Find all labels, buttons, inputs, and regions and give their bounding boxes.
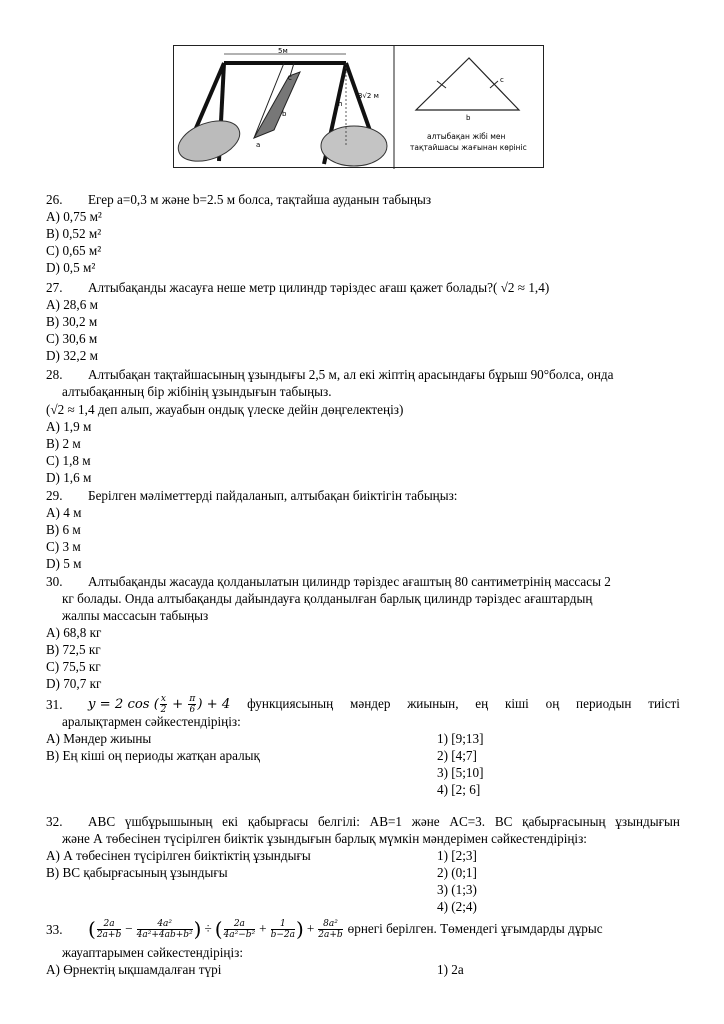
q33-frac3 bbox=[224, 919, 256, 940]
label-width: 5м bbox=[278, 47, 288, 55]
q31-frac-x2 bbox=[160, 694, 167, 715]
q32-word: және bbox=[411, 814, 440, 829]
q28-number: 28. bbox=[46, 367, 63, 382]
frac-den: 2 bbox=[160, 704, 167, 715]
q27-text bbox=[88, 280, 549, 296]
q31-left-b: B) Ең кіші оң периоды жатқан аралық bbox=[46, 748, 260, 763]
label-a: a bbox=[256, 141, 261, 149]
q31-word: жиынын, bbox=[407, 696, 459, 711]
q32-word: қабырғасының bbox=[522, 814, 606, 829]
q29-option-d: D) 5 м bbox=[46, 556, 82, 571]
tri-label-c: c bbox=[500, 76, 504, 84]
paren-close: ) bbox=[296, 917, 304, 941]
left-base-ellipse bbox=[174, 113, 245, 169]
q31-frac-pi6 bbox=[188, 694, 196, 715]
q33-frac4 bbox=[271, 919, 295, 940]
q32-left-b: B) BC қабырғасының ұзындығы bbox=[46, 865, 228, 880]
q31-number: 31. bbox=[46, 697, 63, 712]
q31-line2: аралықтармен сәйкестендіріңіз: bbox=[62, 714, 241, 729]
q31-right-4: 4) [2; 6] bbox=[437, 782, 481, 797]
frac-den: 2a+b bbox=[318, 929, 343, 940]
q30-option-a: A) 68,8 кг bbox=[46, 625, 102, 640]
frac-num: 2a bbox=[224, 919, 256, 930]
right-base-ellipse bbox=[321, 126, 387, 166]
q31-right-1: 1) [9;13] bbox=[437, 731, 484, 746]
q32-word: қабырғасы bbox=[247, 814, 309, 829]
paren-close: ) bbox=[193, 917, 202, 941]
paren-open: ( bbox=[88, 917, 96, 941]
label-h: h bbox=[338, 100, 343, 108]
swing-illustration bbox=[174, 46, 545, 169]
label-c: c bbox=[288, 74, 292, 82]
q31-right-3: 3) [5;10] bbox=[437, 765, 484, 780]
swing-figure bbox=[173, 45, 544, 168]
q32-line2: және А төбесінен түсірілген биіктік ұзындығын барлық мүмкін мәндерімен сәйкестендіріңіз: bbox=[62, 831, 587, 846]
q26-option-d: D) 0,5 м² bbox=[46, 260, 96, 275]
frac-den: 4a²+4ab+b² bbox=[136, 929, 193, 940]
q30-line3: жалпы массасын табыңыз bbox=[62, 608, 209, 623]
q31-word: периодын bbox=[576, 696, 632, 711]
q31-formula: y = 2 cos ( $\frac{x}{2}$ + $\frac{\pi}{6}$ ) + 4 bbox=[88, 693, 231, 715]
frac-num: 4a² bbox=[137, 919, 193, 930]
frac-num: x bbox=[160, 693, 166, 704]
label-height: 3√2 м bbox=[358, 92, 379, 100]
q26-option-b: B) 0,52 м² bbox=[46, 226, 102, 241]
q28-line2: алтыбақанның бір жібінің ұзындығын табыңыз. bbox=[62, 384, 332, 399]
q29-number: 29. bbox=[46, 488, 63, 503]
q27-option-b: B) 30,2 м bbox=[46, 314, 98, 329]
q30-line1: Алтыбақанды жасауда қолданылатын цилиндр тәріздес ағаштың 80 сантиметрінің массасы 2 bbox=[88, 574, 611, 589]
caption-line-2: тақтайшасы жағынан көрініс bbox=[410, 143, 527, 152]
frac-den: b−2a bbox=[270, 929, 296, 940]
q33-line2: жауаптарымен сәйкестендіріңіз: bbox=[62, 945, 244, 960]
frac-den: 2a+b bbox=[96, 929, 122, 940]
q28-line3: (√2 ≈ 1,4 деп алып, жауабын ондық үлеске дейін дөңгелектеңіз) bbox=[46, 402, 404, 417]
q31-word: оң bbox=[545, 696, 560, 711]
q28-option-c: C) 1,8 м bbox=[46, 453, 91, 468]
q32-right-1: 1) [2;3] bbox=[437, 848, 477, 863]
q33-right-1: 1) 2a bbox=[437, 962, 464, 977]
q31-word: ең bbox=[475, 696, 489, 711]
frac-den: 6 bbox=[189, 704, 196, 715]
q31-left-a: A) Мәндер жиыны bbox=[46, 731, 152, 746]
q33-frac2 bbox=[137, 919, 193, 940]
q31-word: тиісті bbox=[648, 696, 680, 711]
q28-option-d: D) 1,6 м bbox=[46, 470, 92, 485]
label-b: b bbox=[282, 110, 287, 118]
q31-formula-pre: y = 2 cos ( bbox=[88, 696, 159, 712]
frac-num: 8a² bbox=[318, 919, 342, 930]
q27-approx: √2 ≈ 1,4) bbox=[497, 280, 550, 295]
q26-number: 26. bbox=[46, 192, 63, 207]
q31-right-2: 2) [4;7] bbox=[437, 748, 477, 763]
q27-option-a: A) 28,6 м bbox=[46, 297, 98, 312]
q33-left-a: A) Өрнектің ықшамдалған түрі bbox=[46, 962, 222, 977]
q30-option-c: C) 75,5 кг bbox=[46, 659, 101, 674]
q30-option-d: D) 70,7 кг bbox=[46, 676, 102, 691]
caption-line-1: алтыбақан жібі мен bbox=[427, 132, 506, 141]
q32-right-2: 2) (0;1] bbox=[437, 865, 477, 880]
q28-option-b: B) 2 м bbox=[46, 436, 81, 451]
q28-option-a: A) 1,9 м bbox=[46, 419, 92, 434]
q31-word: функциясының bbox=[247, 696, 334, 711]
swing-seat bbox=[254, 72, 300, 138]
frac-num: π bbox=[189, 693, 196, 704]
q33-line1 bbox=[88, 913, 603, 945]
q33-frac5 bbox=[318, 919, 342, 940]
q26-text: Егер a=0,3 м және b=2.5 м болса, тақтайша ауданын табыңыз bbox=[88, 192, 432, 207]
q27-number: 27. bbox=[46, 280, 63, 295]
q32-right-3: 3) (1;3) bbox=[437, 882, 477, 897]
q29-option-a: A) 4 м bbox=[46, 505, 82, 520]
q30-line2: кг болады. Онда алтыбақанды дайындауға қолданылған барлық цилиндр тәріздес ағаштардың bbox=[62, 591, 593, 606]
plus-sign: + bbox=[259, 921, 267, 936]
q29-option-b: B) 6 м bbox=[46, 522, 81, 537]
q31-word: кіші bbox=[504, 696, 529, 711]
frac-den: 4a²−b² bbox=[223, 929, 256, 940]
q26-option-a: A) 0,75 м² bbox=[46, 209, 102, 224]
q33-frac1 bbox=[97, 919, 121, 940]
q27-option-d: D) 32,2 м bbox=[46, 348, 98, 363]
triangle bbox=[416, 58, 519, 110]
q30-option-b: B) 72,5 кг bbox=[46, 642, 101, 657]
minus-sign: − bbox=[125, 921, 133, 936]
q29-text: Берілген мәліметтерді пайдаланып, алтыбақан биіктігін табыңыз: bbox=[88, 488, 458, 503]
q31-word: мәндер bbox=[350, 696, 391, 711]
q30-number: 30. bbox=[46, 574, 63, 589]
q32-word: BC bbox=[494, 814, 513, 829]
q32-word: белгілі: bbox=[317, 814, 360, 829]
q32-word: екі bbox=[222, 814, 239, 829]
q32-word: үшбұрышының bbox=[124, 814, 213, 829]
q32-word: AB=1 bbox=[369, 814, 403, 829]
frac-num: 1 bbox=[271, 919, 295, 930]
tri-label-b: b bbox=[466, 114, 471, 122]
div-sign: ÷ bbox=[204, 921, 212, 936]
q33-number: 33. bbox=[46, 922, 63, 937]
plus-sign: + bbox=[306, 921, 315, 936]
q32-number: 32. bbox=[46, 814, 63, 829]
q32-word: ABC bbox=[88, 814, 116, 829]
q31-formula-post: ) + 4 bbox=[197, 696, 231, 712]
q28-line1: Алтыбақан тақтайшасының ұзындығы 2,5 м, ал екі жіптің арасындағы бұрыш 90°болса, онда bbox=[88, 367, 614, 382]
q29-option-c: C) 3 м bbox=[46, 539, 81, 554]
q32-line1 bbox=[88, 814, 680, 830]
q32-left-a: A) А төбесінен түсірілген биіктіктің ұзындығы bbox=[46, 848, 311, 863]
q32-right-4: 4) (2;4) bbox=[437, 899, 477, 914]
q32-word: AC=3. bbox=[449, 814, 486, 829]
q26-option-c: C) 0,65 м² bbox=[46, 243, 102, 258]
q32-word: ұзындығын bbox=[615, 814, 680, 829]
paren-open: ( bbox=[214, 917, 223, 941]
q27-text-main: Алтыбақанды жасауға неше метр цилиндр тәріздес ағаш қажет болады?( bbox=[88, 280, 498, 295]
q33-after-text: өрнегі берілген. Төмендегі ұғымдарды дұрыс bbox=[347, 921, 603, 936]
frac-num: 2a bbox=[97, 919, 121, 930]
q27-option-c: C) 30,6 м bbox=[46, 331, 98, 346]
